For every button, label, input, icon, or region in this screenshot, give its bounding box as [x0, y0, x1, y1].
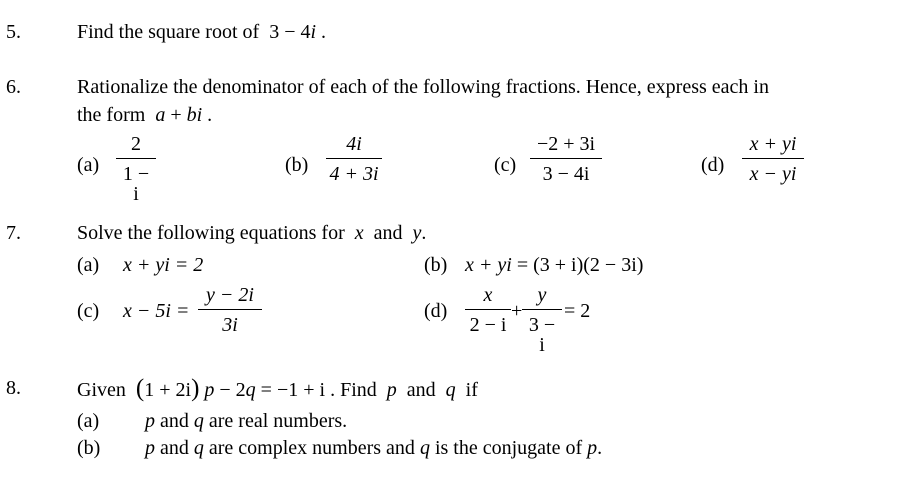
fraction-bar	[198, 309, 262, 310]
problem-7a-label: (a)	[77, 254, 100, 276]
problem-6b-fraction	[326, 134, 382, 184]
problem-5-expr-i: i	[310, 21, 317, 43]
problem-5-prompt: Find the square root of	[77, 21, 260, 43]
problem-7-var-y: y	[412, 222, 422, 244]
problem-6-line2	[77, 105, 212, 125]
problem-8b-q: q	[193, 437, 204, 459]
problem-6b-numerator: 4i	[346, 133, 362, 155]
problem-5-expr-op: −	[279, 21, 301, 43]
problem-5-text	[77, 22, 326, 42]
problem-8a-q: q	[193, 410, 204, 432]
problem-5-expr-b: 4	[300, 21, 311, 43]
problem-8a-p: p	[145, 410, 155, 432]
problem-8b-mid: are complex numbers and	[203, 437, 420, 459]
problem-8-find-q: q	[445, 379, 456, 401]
problem-8-text	[77, 376, 478, 401]
problem-7-number: 7.	[6, 222, 21, 244]
problem-7b-rhs: = (3 + i)(2 − 3i)	[511, 254, 644, 276]
problem-6a-label: (a)	[77, 154, 100, 176]
problem-7-var-x: x	[354, 222, 364, 244]
problem-7c-lhs: x − 5i =	[123, 300, 190, 322]
problem-6d-label: (d)	[701, 154, 725, 176]
problem-6d-numerator: x + yi	[749, 133, 797, 155]
problem-7d-numerator-1: x	[483, 284, 493, 306]
problem-7b-lhs: x + yi	[465, 254, 512, 276]
problem-8-expr-q: q	[245, 379, 256, 401]
problem-5-expr-a: 3	[269, 21, 280, 43]
problem-7-text	[77, 223, 426, 243]
problem-8-expr-eq: = −1 + i . Find	[255, 379, 377, 401]
fraction-bar	[116, 158, 156, 159]
problem-8a-rest: are real numbers.	[203, 410, 348, 432]
problem-6-number: 6.	[6, 76, 21, 98]
problem-7c-fraction	[198, 285, 262, 335]
problem-7b-expr	[465, 255, 643, 275]
fraction-bar	[742, 158, 804, 159]
problem-6-line2-b: b	[186, 104, 197, 126]
problem-8a-text	[145, 411, 347, 431]
problem-8b-and: and	[155, 437, 194, 459]
problem-8-find-if: if	[465, 379, 478, 401]
problem-7c-denominator: 3i	[222, 314, 238, 336]
problem-8-paren-open: (	[135, 375, 145, 402]
problem-6d-fraction	[742, 134, 804, 184]
problem-8b-end: .	[597, 437, 603, 459]
problem-8a-label: (a)	[77, 410, 100, 432]
problem-8-number: 8.	[6, 377, 21, 399]
problem-8a-and: and	[155, 410, 194, 432]
problem-7d-denominator-1: 2 − i	[469, 314, 507, 336]
fraction-bar	[530, 158, 602, 159]
problem-7d-denominator-2: 3 − i	[528, 314, 556, 356]
fraction-bar	[465, 309, 511, 310]
problem-8b-p2: p	[587, 437, 598, 459]
problem-7d-fraction-1	[465, 285, 511, 335]
problem-8-given: Given	[77, 379, 126, 401]
problem-6-line2-a: a	[155, 104, 166, 126]
problem-7d-numerator-2: y	[537, 284, 547, 306]
problem-8b-q2: q	[419, 437, 430, 459]
problem-8-expr-p: p	[204, 379, 215, 401]
problem-7-prompt: Solve the following equations for	[77, 222, 345, 244]
fraction-bar	[522, 309, 562, 310]
problem-7a-expr: x + yi = 2	[123, 254, 204, 276]
problem-7d-label: (d)	[424, 300, 448, 322]
problem-7d-rhs: = 2	[564, 300, 591, 322]
problem-8b-label: (b)	[77, 437, 101, 459]
problem-8-expr-mid: − 2	[214, 379, 246, 401]
problem-6c-label: (c)	[494, 154, 517, 176]
problem-6b-label: (b)	[285, 154, 309, 176]
problem-6c-fraction	[530, 134, 602, 184]
problem-6-line1: Rationalize the denominator of each of the following fractions. Hence, express each in	[77, 76, 769, 98]
problem-8b-mid2: is the conjugate of	[429, 437, 588, 459]
problem-6c-numerator: −2 + 3i	[536, 133, 596, 155]
problem-7-end: .	[421, 222, 427, 244]
problem-8-expr-inner: 1 + 2i	[144, 379, 192, 401]
problem-6a-denominator: 1 − i	[122, 163, 150, 205]
problem-5-number: 5.	[6, 21, 21, 43]
problem-6-line2-pre: the form	[77, 104, 146, 126]
problem-7c-label: (c)	[77, 300, 100, 322]
problem-5-end: .	[316, 21, 327, 43]
problem-6-line2-i: i	[196, 104, 203, 126]
problem-7c-numerator: y − 2i	[206, 284, 254, 306]
problem-6c-denominator: 3 − 4i	[542, 163, 590, 185]
fraction-bar	[326, 158, 382, 159]
problem-8-paren-close: )	[191, 375, 200, 402]
problem-6-line2-plus: +	[165, 104, 187, 126]
problem-6a-numerator: 2	[131, 133, 141, 155]
problem-7b-label: (b)	[424, 254, 448, 276]
problem-8-find-p: p	[386, 379, 397, 401]
problem-8b-text	[145, 438, 602, 458]
problem-6a-fraction	[116, 134, 156, 204]
problem-6d-denominator: x − yi	[749, 163, 797, 185]
problem-8b-p: p	[145, 437, 155, 459]
problem-7d-fraction-2	[522, 285, 562, 355]
problem-6-line2-end: .	[202, 104, 213, 126]
problem-7-and: and	[373, 222, 403, 244]
problem-7d-plus: +	[511, 300, 523, 322]
problem-6b-denominator: 4 + 3i	[329, 163, 379, 185]
problem-8-find-and: and	[406, 379, 436, 401]
